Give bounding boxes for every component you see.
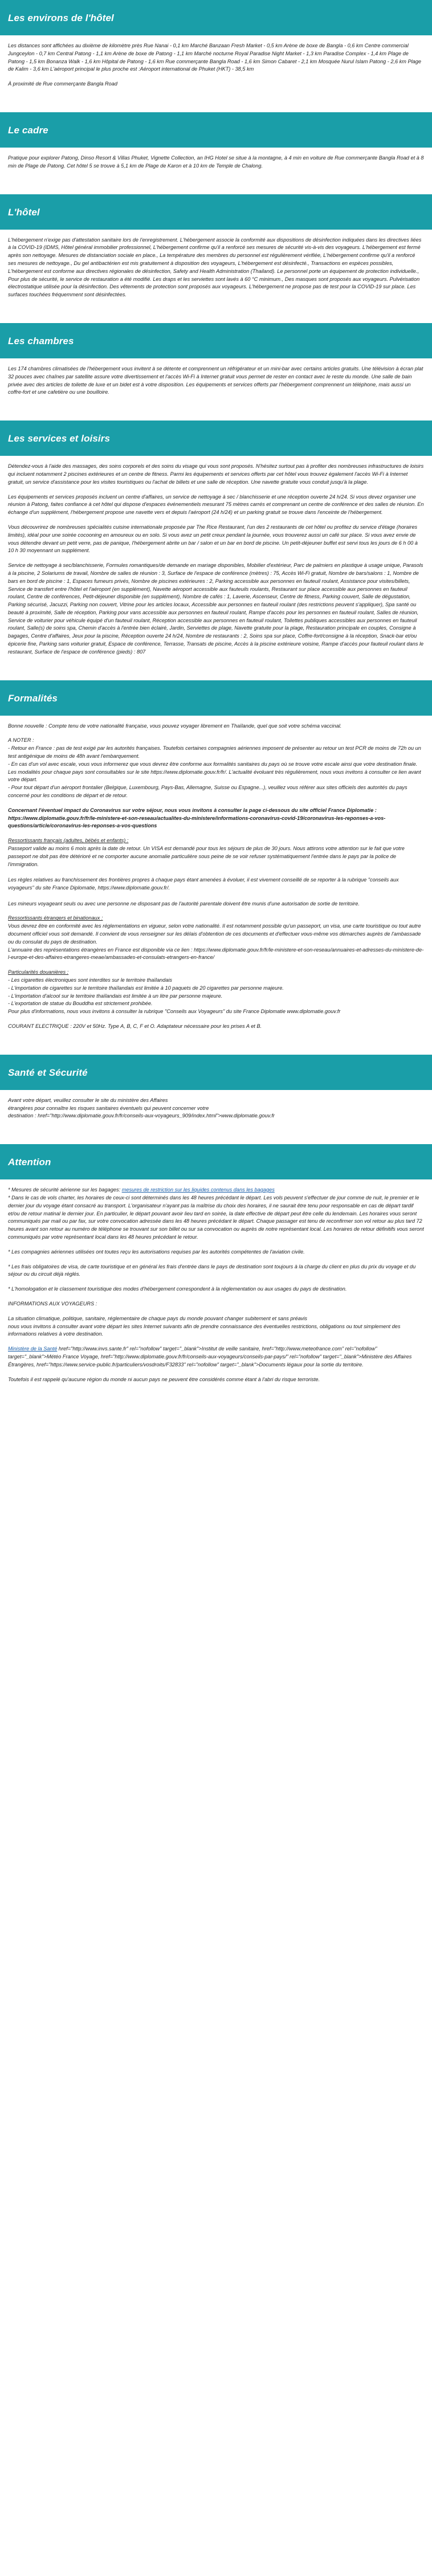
attention-airlines: * Les compagnies aériennes utilisées ont toutes reçu les autorisations requises par les autorités compétentes de l'aviation civile. xyxy=(8,1248,305,1255)
section-title-chambres: Les chambres xyxy=(0,323,432,358)
formalites-foreigners xyxy=(8,915,424,962)
attention-security xyxy=(8,1186,424,1242)
formalites-note xyxy=(8,737,424,799)
section-content-attention xyxy=(0,1179,432,1393)
sante-text xyxy=(8,1097,424,1120)
formalites-note-line: Les modalités pour chaque pays sont consultables sur le site https://www.diplomatie.gouv.fr/fr/. L'actualité évoluant très régulièrement, nous vous invitons à consulter ce lien avant votre départ. xyxy=(8,769,421,783)
formalites-note-line: - Retour en France : pas de test exigé par les autorités françaises. Toutefois certaines compagnies aériennes imposent de présenter au retour un test PCR de moins de 72h ou un test antigénique de moins de 48h avant l'embarquement. xyxy=(8,745,421,760)
environs-distances: Les distances sont affichées au dixième de kilomètre près Rue Nanai - 0,1 km Marché Banzaan Fresh Market - 0,5 km Arène de boxe de Bangla - 0,6 km Centre commercial Jungceylon - 0,7 km Central Patong - 1,1 km Arène de boxe de Patong - 1,1 km Marché nocturne Royal Paradise Night Market - 1,3 km Paradise Complex - 1,4 km Plage de Patong - 1,5 km Bonanza Walk - 1,6 km Hôpital de Patong - 1,6 km Rue commerçante Bangla Road - 1,6 km Simon Cabaret - 2,1 km Mosquée Nurul Islam Patong - 2,6 km Plage de Kalim - 3,6 km L'aéroport principal le plus proche est :Aéroport international de Phuket (HKT) - 38,5 km xyxy=(8,43,421,72)
ministere-sante-link[interactable]: Ministère de la Santé xyxy=(8,1346,58,1352)
section-services xyxy=(0,421,432,666)
formalites-customs-line: Pour plus d'informations, nous vous invitons à consulter la rubrique "Conseils aux Voyageurs" du site France Diplomatie www.diplomatie.gouv.fr xyxy=(8,1009,341,1015)
formalites-foreigners-heading: Ressortissants étrangers et binationaux : xyxy=(8,915,103,921)
section-title-environs: Les environs de l'hôtel xyxy=(0,0,432,35)
services-text-2: Les équipements et services proposés incluent un centre d'affaires, un service de nettoyage à sec / blanchisserie et une réception ouverte 24 h/24. Si vous devez organiser une réunion à Patong, faites confiance à cet hôtel qui dispose d'espaces événementiels mesurant 75 mètres carrés et comprenant un centre de conférence et des salles de réunion. En échange d'un supplément, l'hébergement propose une navette vers et depuis l'aéroport (24 h/24) et un parking gratuit se trouve dans l'enceinte de l'hébergement. xyxy=(8,493,424,516)
section-environs xyxy=(0,0,432,97)
attention-terrorism: Toutefois il est rappelé qu'aucune région du monde ni aucun pays ne peuvent être considérés comme étant à l'abri du risque terroriste. xyxy=(8,1376,320,1382)
section-content-sante xyxy=(0,1090,432,1129)
sante-line: Avant votre départ, veuillez consulter le site du ministère des Affaires xyxy=(8,1097,168,1103)
formalites-french-line: Les règles relatives au franchissement des frontières propres à chaque pays étant amenées à évoluer, il est vivement conseillé de se reporter à la rubrique "conseils aux voyageurs" du site France Diplomatie, https://www.diplomatie.gouv.fr/. xyxy=(8,877,399,891)
formalites-foreigners-line: L'annuaire des représentations étrangères en France est disponible via ce lien : https://www.diplomatie.gouv.fr/fr/le-ministere-et-son-reseau/annuaires-et-adresses-du-ministere-de-l-europe-et-des-affaires-etrangeres-meae/ambassades-et-consulats-etrangers-en-france/ xyxy=(8,946,424,961)
formalites-french-nationals xyxy=(8,837,424,908)
liquids-restriction-link[interactable]: mesures de restriction sur les liquides contenus dans les bagages xyxy=(121,1187,275,1193)
sante-line: destination : href="http://www.diplomatie.gouv.fr/fr/conseils-aux-voyageurs_909/index.html">www.diplomatie.gouv.fr xyxy=(8,1113,275,1119)
formalites-customs-line: - L'exportation de statue du Bouddha est strictement prohibée. xyxy=(8,1001,153,1007)
hotel-text: L'hébergement n'exige pas d'attestation sanitaire lors de l'enregistrement. L'hébergement associe la conformité aux dispositions de désinfection indiquées dans les directives liées à la COVID-19 (IDMS, Hôtel général immobilier professionnel, L'hébergement confirme qu'il a renforcé ses mesures de sécurité vis-à-vis des voyageurs. L'hébergement est fermé après son nettoyage. Mesures de distanciation sociale en place., La température des membres du personnel est régulièrement vérifiée, L'hébergement confirme qu'il a renforcé ses mesures de nettoyage., Du gel antibactérien est mis gratuitement à disposition des voyageurs, L'hébergement est désinfecté., Transactions en espèces possibles, L'hébergement est conforme aux directives régionales de désinfection, Safety and Health Administration (Thailand). Le personnel porte un équipement de protection individuelle., Pour plus de sécurité, le service de restauration a été modifié. Les draps et les serviettes sont lavés à 60 °C minimum., Des masques sont proposés aux voyageurs. Pulvérisation électrostatique utilisée pour la désinfection. Des vêtements de protection sont proposés aux voyageurs. L'hébergement ne propose pas de test pour la COVID-19 sur place. Les surfaces touchées fréquemment sont désinfectées. xyxy=(8,236,422,298)
formalites-customs xyxy=(8,969,424,1016)
section-content-services xyxy=(0,456,432,666)
section-content-formalites xyxy=(0,716,432,1040)
formalites-customs-heading: Particularités douanières : xyxy=(8,969,69,975)
section-title-sante: Santé et Sécurité xyxy=(0,1055,432,1090)
chambres-text: Les 174 chambres climatisées de l'hébergement vous invitent à se détente et comprennent un réfrigérateur et un mini-bar avec certains articles gratuits. Une télévision à écran plat 32 pouces avec chaînes par satellite assure votre divertissement et l'accès Wi-Fi à Internet gratuit vous permet de rester en contact avec le reste du monde. Une salle de bain privée avec des articles de toilette de luxe et un bidet est à votre disposition. Les équipements et services offerts par l'hébergement comprennent un téléphone, mais aussi un coffre-fort et une cafetière ou une bouilloire. xyxy=(8,365,423,395)
services-text-4: Service de nettoyage à sec/blanchisserie, Formules romantiques/de demande en mariage disponibles, Mobilier d'extérieur, Parc de palmiers en plastique à usage unique, Parasols à la piscine, 2 Solariums de travail, Nombre de salles de réunion : 3, Surface de l'espace de conférence (mètres) : 75, Accès Wi-Fi gratuit, Nombre de bars/salons : 1, Nombre de bars en bord de piscine : 1, Espaces fumeurs privés, Nombre de piscines extérieures : 2, Parking accessible aux personnes en fauteuil roulant, Assistance pour visites/billets, Service de transfert entre l'hôtel et l'aéroport (en supplément), Navette aéroport accessible aux fauteuils roulants, Restaurant sur place accessible aux personnes en fauteuil roulant, Centre de conférences, Petit-déjeuner disponible (en supplément), Nombre de cafés : 1, Laverie, Ascenseur, Centre de fitness, Parking couvert, Salle de dégustation, Parking sécurisé, Jacuzzi, Parking non couvert, Vitrine pour les articles locaux, Accessible aux personnes en fauteuil roulant (des restrictions peuvent s'appliquer), Spa santé ou beauté à proximité, Salle de réception, Parking pour vans accessible aux personnes en fauteuil roulant, Rampe d'accès pour les personnes en fauteuil roulant, Salles de réunion, Service de voiturier pour véhicule équipé d'un fauteuil roulant, Réception accessible aux personnes en fauteuil roulant, Toilettes publiques accessibles aux personnes en fauteuil roulant, Salle(s) de soins spa, Chemin d'accès à l'entrée bien éclairé, Jardin, Serviettes de plage, Navette gratuite pour la plage, Restauration principale en couples, Consigne à bagages, Centre d'affaires, Jeux pour la piscine, Réception ouverte 24 h/24, Nombre de restaurants : 2, Soins spa sur place, Coffre-fort/consigne à la réception, Snack-bar et/ou épicerie fine, Parking sans voiturier gratuit, Espace de conférence, Terrasse, Transats de piscine, Accès à la piscine extérieure voisine, Rampe d'accès pour fauteuil roulant dans le restaurant, Surface de l'espace de conférence (pieds) : 807 xyxy=(8,562,424,655)
section-title-services: Les services et loisirs xyxy=(0,421,432,456)
attention-info-heading: INFORMATIONS AUX VOYAGEURS : xyxy=(8,1300,97,1307)
section-content-cadre xyxy=(0,148,432,179)
services-text-3: Vous découvrirez de nombreuses spécialités cuisine internationale proposée par The Rice Restaurant, l'un des 2 restaurants de cet hôtel ou profitez du service d'étage (horaires limités), idéal pour une soirée cocooning en amoureux ou en solo. Si vous avez un petit creux pendant la journée, vous trouverez aussi un café sur place. Si vous avez envie de vous détendre devant un petit verre, pas de panique, l'hébergement abrite un bar / salon et un bar en bord de piscine. Un petit-déjeuner buffet est servi tous les jours de 6 h 00 à 10 h 30 moyennant un supplément. xyxy=(8,524,418,554)
formalites-customs-line: - Les cigarettes électroniques sont interdites sur le territoire thaïlandais xyxy=(8,977,173,983)
formalites-foreigners-line: Vous devrez être en conformité avec les réglementations en vigueur, selon votre nationalité. Il est notamment possible qu'un passeport, un visa, une carte touristique ou tout autre document officiel vous soit demandé. Il convient de vous renseigner sur les délais d'obtention de ces documents et d'effectuer vous-même vos démarches auprès de l'ambassade ou du consulat du pays de destination. xyxy=(8,923,421,945)
section-title-formalites: Formalités xyxy=(0,680,432,716)
section-title-cadre: Le cadre xyxy=(0,112,432,148)
attention-climate-line: nous vous invitons à consulter avant votre départ les sites Internet suivants afin de prendre connaissance des éventuelles restrictions, obligations ou tout simplement des informations relatives à votre destination. xyxy=(8,1323,401,1337)
formalites-note-line: - En cas d'un vol avec escale, vous vous informerez que vous devrez être conforme aux formalités sanitaires du pays où se trouve votre escale ainsi que votre destination finale. xyxy=(8,761,418,767)
services-text-1: Détendez-vous à l'aide des massages, des soins corporels et des soins du visage qui vous sont proposés. N'hésitez surtout pas à profiter des nombreuses infrastructures de loisirs qui incluent notamment 2 piscines extérieures et un centre de fitness. Parmi les équipements et services offerts par cet hôtel vous trouvez également l'accès Wi-Fi à Internet gratuit, un service d'assistance pour les visites touristiques ou l'achat de billets et une salle de réception. Une navette gratuite vous conduit jusqu'à la plage. xyxy=(8,463,424,485)
section-content-environs xyxy=(0,35,432,97)
attention-fees: * Les frais obligatoires de visa, de carte touristique et en général les frais d'entrée dans le pays de destination sont toujours à la charge du client en plus du prix du voyage et du séjour ou du circuit déjà réglés. xyxy=(8,1263,416,1277)
section-hotel xyxy=(0,194,432,308)
section-content-hotel xyxy=(0,230,432,308)
section-formalites xyxy=(0,680,432,1040)
environs-nearby: À proximité de Rue commerçante Bangla Road xyxy=(8,81,118,87)
section-title-attention: Attention xyxy=(0,1144,432,1179)
cadre-text: Pratique pour explorer Patong, Dinso Resort & Villas Phuket, Vignette Collection, an IHG Hotel se situe à la montagne, à 4 min en voiture de Rue commerçante Bangla Road et à 8 min de Plage de Patong. Cet hôtel 5 se trouve à 5,1 km de Plage de Karon et à 10 km de Temple de Chalong. xyxy=(8,154,424,169)
formalites-customs-line: - L'importation d'alcool sur le territoire thaïlandais est limitée à un litre par personne majeure. xyxy=(8,993,223,999)
attention-climate-line: La situation climatique, politique, sanitaire, réglementaire de chaque pays du monde pouvant changer subitement et sans préavis xyxy=(8,1315,308,1321)
formalites-french-line: Les mineurs voyageant seuls ou avec une personne ne disposant pas de l'autorité parentale doivent être munis d'une autorisation de sortie de territoire. xyxy=(8,900,360,907)
formalites-french-heading: Ressortissants français (adultes, bébés et enfants) : xyxy=(8,838,129,844)
formalites-customs-line: - L'importation de cigarettes sur le territoire thaïlandais est limitée à 10 paquets de 20 cigarettes par personne majeure. xyxy=(8,985,284,991)
formalites-note-line: - Pour tout départ d'un aéroport frontalier (Belgique, Luxembourg, Pays-Bas, Allemagne, Suisse ou Espagne...), veuillez vous référer aux sites officiels des autorités du pays concerné pour les conditions de départ et de retour. xyxy=(8,785,407,799)
formalites-coronavirus: Concernant l'éventuel impact du Coronavirus sur votre séjour, nous vous invitons à consulter la page ci-dessous du site officiel France Diplomatie : https://www.diplomatie.gouv.fr/fr/le-ministere-et-son-reseau/actualites-du-ministere/informations-coronavirus-covid-19/coronavirus-les-reponses-a-vos-questions/article/coronavirus-les-reponses-a-vos-questions xyxy=(8,807,386,829)
formalites-intro: Bonne nouvelle : Compte tenu de votre nationalité française, vous pouvez voyager librement en Thaïlande, quel que soit votre schéma vaccinal. xyxy=(8,722,342,729)
attention-links xyxy=(8,1345,424,1369)
formalites-electric: COURANT ELECTRIQUE : 220V et 50Hz. Type A, B, C, F et O. Adaptateur nécessaire pour les prises A et B. xyxy=(8,1023,262,1029)
sante-line: étrangères pour connaître les risques sanitaires éventuels qui peuvent concerner votre xyxy=(8,1105,209,1111)
section-content-chambres xyxy=(0,358,432,406)
section-cadre xyxy=(0,112,432,179)
section-sante xyxy=(0,1055,432,1129)
section-attention xyxy=(0,1144,432,1393)
formalites-french-line: Passeport valide au moins 6 mois après la date de retour. Un VISA est demandé pour tous les séjours de plus de 30 jours. Nous attirons votre attention sur le fait que votre passeport ne doit pas être détérioré et ne comporter aucune anomalie particulière sous peine de se voir refuser systématiquement l'entrée dans le pays par la police de l'immigration. xyxy=(8,846,405,867)
attention-security-prefix: * Mesures de sécurité aérienne sur les bagages: xyxy=(8,1187,122,1193)
section-title-hotel: L'hôtel xyxy=(0,194,432,230)
section-chambres xyxy=(0,323,432,406)
formalites-note-line: A NOTER : xyxy=(8,737,34,744)
attention-homologation: * L'homologation et le classement touristique des modes d'hébergement correspondent à la réglementation ou aux usages du pays de destination. xyxy=(8,1286,347,1292)
attention-climate xyxy=(8,1315,424,1338)
attention-charter-text: * Dans le cas de vols charter, les horaires de ceux-ci sont déterminés dans les 48 heures précédant le départ. Les vols peuvent s'effectuer de jour comme de nuit, le premier et le dernier jour du voyage étant consacré au transport. L'organisateur n'ayant pas la maîtrise du choix des horaires, il ne saurait être tenu pour responsable en cas de départ tardif et/ou de retour matinal le dernier jour. En particulier, le départ pouvant avoir lieu tard en soirée, la date effective de départ peut être celle du lendemain. Les horaires vous seront communiqués par mail ou par fax, sur votre convocation adressée dans les 48 heures précédant le départ. Chaque passager est tenu de reconfirmer son vol retour au plus tard 72 heures avant son retour au numéro de téléphone se trouvant sur son billet ou sur sa convocation ou auprès de notre représentant local. Les horaires de retour définitifs vous seront communiqués par votre représentant local dans les 48 heures précédant le retour. xyxy=(8,1194,424,1240)
attention-links-rest: href="http://www.invs.sante.fr" rel="nofollow" target="_blank">Institut de veille sanitaire, href="http://www.meteofrance.com" rel="nofollow" target="_blank">Météo France Voyage, href="http://www.diplomatie.gouv.fr/fr/conseils-aux-voyageurs/conseils-par-pays/" rel="nofollow" target="_blank">Ministère des Affaires Étrangères, href="https://www.service-public.fr/particuliers/vosdroits/F32833" rel="nofollow" target="_blank">Documents légaux pour la sortie du territoire. xyxy=(8,1346,412,1367)
